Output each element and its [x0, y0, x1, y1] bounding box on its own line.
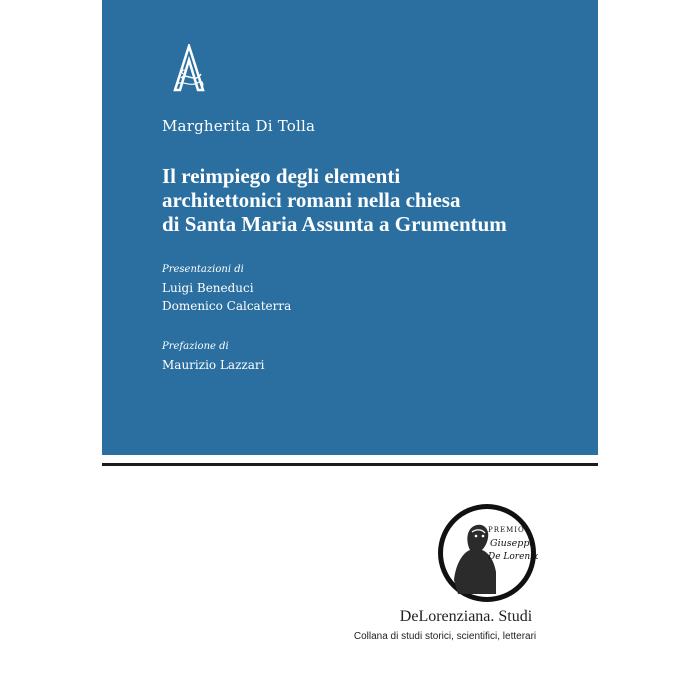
title-line: Il reimpiego degli elementi: [162, 164, 401, 188]
book-title: [162, 164, 582, 236]
medal-premio: PREMIO: [488, 526, 525, 534]
publisher-logo-icon: [169, 44, 209, 94]
preface-author: Maurizio Lazzari: [162, 358, 265, 372]
medal-name-last: De Lorenzo: [488, 552, 538, 562]
cover-panel: [102, 0, 598, 455]
award-medal: [436, 502, 538, 604]
title-line: di Santa Maria Assunta a Grumentum: [162, 212, 507, 236]
presentations-label: Presentazioni di: [162, 264, 244, 275]
title-line: architettonici romani nella chiesa: [162, 188, 461, 212]
author-name: Margherita Di Tolla: [162, 117, 316, 135]
medal-name-first: Giuseppe: [490, 538, 536, 549]
series-subtitle: Collana di studi storici, scientifici, letterari: [353, 631, 537, 642]
presenter-name: Domenico Calcaterra: [162, 299, 292, 313]
series-name: DeLorenziana. Studi: [399, 608, 533, 625]
preface-label: Prefazione di: [162, 341, 229, 352]
presenter-name: Luigi Beneduci: [162, 281, 254, 295]
divider-rule: [102, 463, 598, 466]
